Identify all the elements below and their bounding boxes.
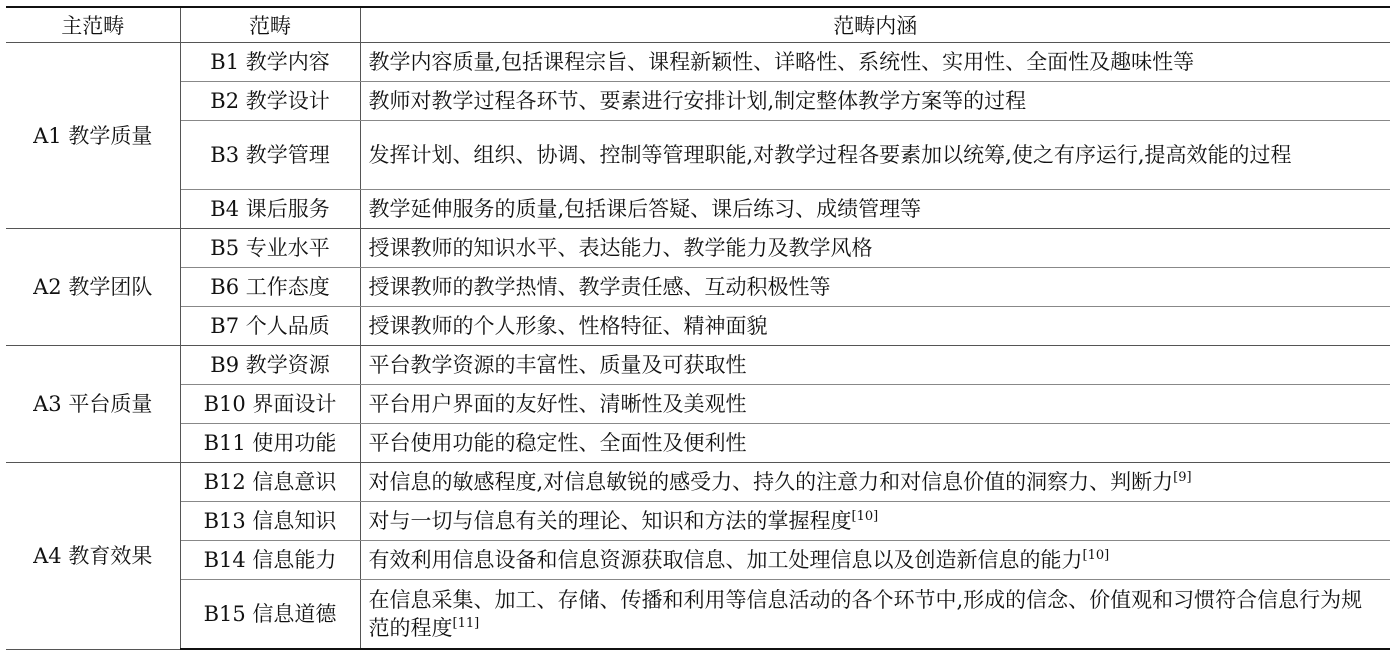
- connotation-text: 对与一切与信息有关的理论、知识和方法的掌握程度: [368, 509, 852, 533]
- connotation-text: 授课教师的知识水平、表达能力、教学能力及教学风格: [368, 236, 873, 260]
- connotation-text: 平台教学资源的丰富性、质量及可获取性: [368, 353, 747, 377]
- category-cell: B13 信息知识: [180, 502, 360, 541]
- table-row: [6, 502, 1390, 541]
- connotation-cell: [360, 541, 1390, 580]
- table-row: [6, 268, 1390, 307]
- connotation-cell: [360, 346, 1390, 385]
- connotation-text: 在信息采集、加工、存储、传播和利用等信息活动的各个环节中,形成的信念、价值观和习惯符合信息行为规范的程度: [368, 588, 1363, 640]
- reference-marker: [11]: [452, 616, 480, 631]
- reference-marker: [10]: [851, 509, 879, 524]
- table-row: [6, 121, 1390, 190]
- header-connotation: 范畴内涵: [360, 7, 1390, 43]
- category-cell: B15 信息道德: [180, 580, 360, 650]
- table-row: [6, 580, 1390, 650]
- connotation-cell: [360, 121, 1390, 190]
- category-cell: B11 使用功能: [180, 424, 360, 463]
- category-cell: B4 课后服务: [180, 190, 360, 229]
- reference-marker: [9]: [1173, 470, 1192, 485]
- category-cell: B1 教学内容: [180, 43, 360, 82]
- main-category-cell: A2 教学团队: [6, 229, 180, 346]
- connotation-cell: [360, 385, 1390, 424]
- connotation-text: 教师对教学过程各环节、要素进行安排计划,制定整体教学方案等的过程: [368, 89, 1027, 113]
- table-row: [6, 385, 1390, 424]
- connotation-cell: [360, 580, 1390, 650]
- connotation-cell: [360, 229, 1390, 268]
- table-row: [6, 541, 1390, 580]
- connotation-cell: [360, 463, 1390, 502]
- category-cell: B2 教学设计: [180, 82, 360, 121]
- category-cell: B3 教学管理: [180, 121, 360, 190]
- connotation-text: 对信息的敏感程度,对信息敏锐的感受力、持久的注意力和对信息价值的洞察力、判断力: [368, 470, 1174, 494]
- connotation-text: 教学内容质量,包括课程宗旨、课程新颖性、详略性、系统性、实用性、全面性及趣味性等: [368, 50, 1195, 74]
- reference-marker: [10]: [1082, 548, 1110, 563]
- connotation-text: 发挥计划、组织、协调、控制等管理职能,对教学过程各要素加以统筹,使之有序运行,提高效能的过程: [368, 143, 1292, 167]
- connotation-cell: [360, 502, 1390, 541]
- coding-table: [6, 6, 1390, 650]
- connotation-cell: [360, 307, 1390, 346]
- connotation-cell: [360, 424, 1390, 463]
- table-row: [6, 82, 1390, 121]
- table-row: [6, 229, 1390, 268]
- connotation-text: 授课教师的教学热情、教学责任感、互动积极性等: [368, 275, 831, 299]
- table-row: [6, 424, 1390, 463]
- connotation-cell: [360, 82, 1390, 121]
- header-category: 范畴: [180, 7, 360, 43]
- table-row: [6, 346, 1390, 385]
- connotation-cell: [360, 190, 1390, 229]
- header-main-category: 主范畴: [6, 7, 180, 43]
- connotation-cell: [360, 268, 1390, 307]
- category-cell: B6 工作态度: [180, 268, 360, 307]
- connotation-text: 有效利用信息设备和信息资源获取信息、加工处理信息以及创造新信息的能力: [368, 548, 1083, 572]
- main-category-cell: A3 平台质量: [6, 346, 180, 463]
- category-cell: B7 个人品质: [180, 307, 360, 346]
- category-cell: B12 信息意识: [180, 463, 360, 502]
- connotation-text: 教学延伸服务的质量,包括课后答疑、课后练习、成绩管理等: [368, 197, 922, 221]
- table-row: [6, 463, 1390, 502]
- main-category-cell: A1 教学质量: [6, 43, 180, 229]
- category-cell: B9 教学资源: [180, 346, 360, 385]
- main-category-cell: A4 教育效果: [6, 463, 180, 650]
- table-row: [6, 43, 1390, 82]
- category-cell: B5 专业水平: [180, 229, 360, 268]
- connotation-cell: [360, 43, 1390, 82]
- connotation-text: 平台用户界面的友好性、清晰性及美观性: [368, 392, 747, 416]
- category-cell: B14 信息能力: [180, 541, 360, 580]
- table-row: [6, 190, 1390, 229]
- category-cell: B10 界面设计: [180, 385, 360, 424]
- header-row: [6, 7, 1390, 43]
- connotation-text: 授课教师的个人形象、性格特征、精神面貌: [368, 314, 768, 338]
- table-row: [6, 307, 1390, 346]
- connotation-text: 平台使用功能的稳定性、全面性及便利性: [368, 431, 747, 455]
